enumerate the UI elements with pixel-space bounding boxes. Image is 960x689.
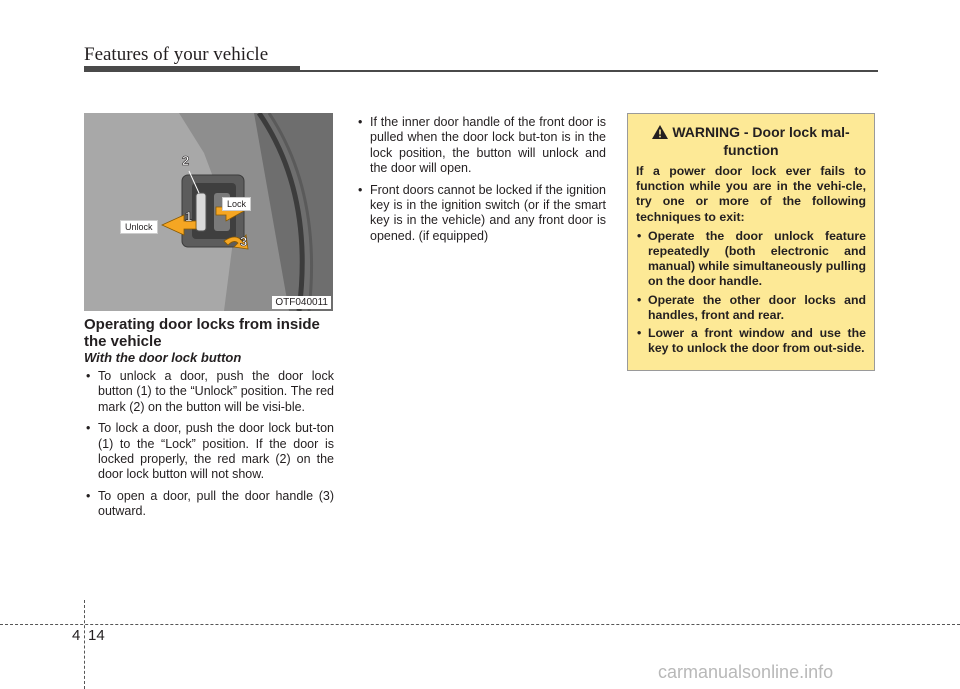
left-bullet-list xyxy=(84,369,334,526)
warning-body: If a power door lock ever fails to function while you are in the vehi-cle, try one or more of the following techniques to exit: xyxy=(636,164,866,224)
warning-box xyxy=(627,113,875,371)
door-lock-illustration xyxy=(84,113,333,311)
list-item: • Operate the other door locks and handles, front and rear. xyxy=(636,293,866,323)
footer-vertical-divider xyxy=(84,600,85,689)
unlock-label: Unlock xyxy=(120,220,158,234)
list-item: • To unlock a door, push the door lock button (1) to the “Unlock” position. The red mark (2) on the button will be visi-ble. xyxy=(84,369,334,415)
warning-title: WARNING xyxy=(672,124,740,140)
list-item: • To open a door, pull the door handle (3) outward. xyxy=(84,489,334,520)
section-title: Operating door locks from inside the vehicle xyxy=(84,316,320,350)
list-item: • Front doors cannot be locked if the ignition key is in the ignition switch (or if the smart key is in the vehicle) and any front door is opened. (if equipped) xyxy=(356,183,606,245)
warning-list xyxy=(636,229,866,357)
callout-3: 3 xyxy=(240,234,248,249)
middle-bullet-list xyxy=(356,115,606,250)
page-number: 14 xyxy=(88,627,105,644)
lock-label: Lock xyxy=(222,197,251,211)
chapter-number: 4 xyxy=(72,627,81,644)
door-lock-drawing xyxy=(84,113,333,311)
list-item: • To lock a door, push the door lock but-ton (1) to the “Lock” position. If the door is locked properly, the red mark (2) on the door lock button will not show. xyxy=(84,421,334,483)
warning-heading xyxy=(636,124,866,158)
subheading: With the door lock button xyxy=(84,350,242,365)
footer-divider xyxy=(0,624,960,625)
watermark: carmanualsonline.info xyxy=(658,662,834,682)
list-item: • Lower a front window and use the key to unlock the door from out-side. xyxy=(636,326,866,356)
header-rule-thin xyxy=(300,70,878,72)
header-title: Features of your vehicle xyxy=(84,44,269,65)
header-rule-thick xyxy=(84,66,300,72)
warning-triangle-icon xyxy=(652,125,668,142)
callout-1: 1 xyxy=(185,209,193,224)
figure-code: OTF040011 xyxy=(272,296,331,309)
callout-2: 2 xyxy=(182,153,190,168)
list-item: • If the inner door handle of the front door is pulled when the door lock but-ton is in the lock position, the button will unlock and the door will open. xyxy=(356,115,606,177)
warning-subtitle: - Door lock mal-function xyxy=(723,124,850,158)
list-item: • Operate the door unlock feature repeatedly (both electronic and manual) while simultaneously pulling on the door handle. xyxy=(636,229,866,290)
